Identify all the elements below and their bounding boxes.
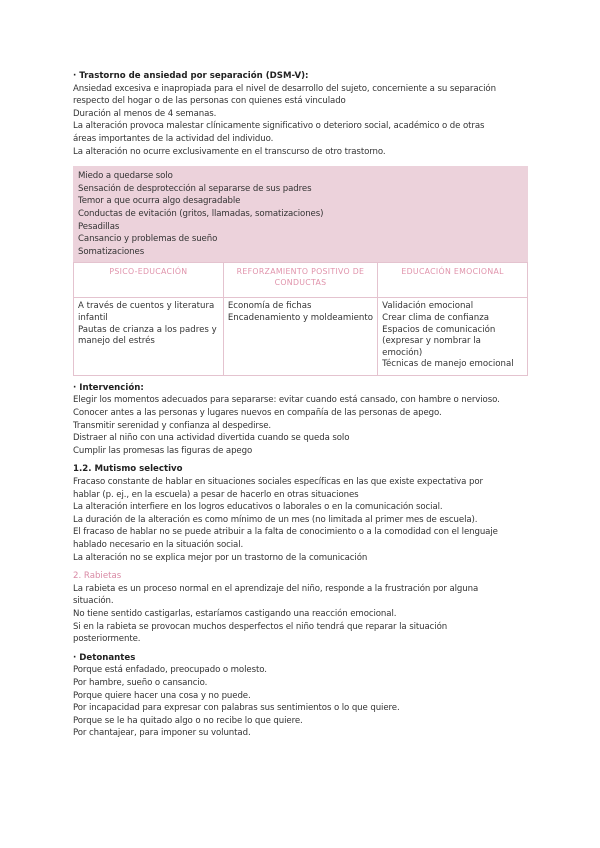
- intervention-table: [73, 262, 528, 376]
- paragraph-line: Porque se le ha quitado algo o no recibe lo que quiere.: [73, 715, 303, 726]
- section-heading-detonantes: · Detonantes: [73, 652, 136, 663]
- symptom-item: Miedo a quedarse solo: [78, 171, 173, 182]
- paragraph-line: La alteración no ocurre exclusivamente en el transcurso de otro trastorno.: [73, 146, 386, 157]
- paragraph-line: La duración de la alteración es como mínimo de un mes (no limitada al primer mes de escuela).: [73, 514, 478, 525]
- paragraph-line: Por hambre, sueño o cansancio.: [73, 677, 208, 688]
- paragraph-line: Porque está enfadado, preocupado o molesto.: [73, 665, 267, 676]
- document-page: [73, 70, 528, 740]
- paragraph-line: Duración al menos de 4 semanas.: [73, 108, 217, 119]
- paragraph-line: Si en la rabieta se provocan muchos desperfectos el niño tendrá que reparar la situación: [73, 621, 448, 632]
- section-heading-rabietas: 2. Rabietas: [73, 571, 122, 582]
- paragraph-line: Transmitir serenidad y confianza al despedirse.: [73, 420, 272, 431]
- paragraph-line: Distraer al niño con una actividad divertida cuando se queda solo: [73, 433, 350, 444]
- section-heading-intervencion: · Intervención:: [73, 382, 144, 393]
- paragraph-line: La alteración provoca malestar clínicamente significativo o deterioro social, académico o de otras: [73, 121, 485, 132]
- paragraph-line: Ansiedad excesiva e inapropiada para el nivel de desarrollo del sujeto, concerniente a su separación: [73, 83, 496, 94]
- paragraph-line: Por chantajear, para imponer su voluntad.: [73, 728, 251, 739]
- paragraph-line: No tiene sentido castigarlas, estaríamos castigando una reacción emocional.: [73, 608, 397, 619]
- paragraph-line: hablar (p. ej., en la escuela) a pesar de hacerlo en otras situaciones: [73, 489, 359, 500]
- symptom-item: Cansancio y problemas de sueño: [78, 234, 218, 245]
- symptom-item: Sensación de desprotección al separarse de sus padres: [78, 183, 312, 194]
- paragraph-line: La alteración no se explica mejor por un trastorno de la comunicación: [73, 552, 368, 563]
- symptom-item: Conductas de evitación (gritos, llamadas, somatizaciones): [78, 208, 324, 219]
- paragraph-line: posteriormente.: [73, 634, 141, 645]
- section-heading-mutismo: 1.2. Mutismo selectivo: [73, 464, 183, 475]
- paragraph-line: La rabieta es un proceso normal en el aprendizaje del niño, responde a la frustración por alguna: [73, 583, 479, 594]
- table-cell-psicoeducacion: A través de cuentos y literatura infantil Pautas de crianza a los padres y manejo del estrés: [74, 298, 224, 376]
- section-heading-separation-anxiety: · Trastorno de ansiedad por separación (DSM-V):: [73, 71, 309, 81]
- paragraph-line: Fracaso constante de hablar en situaciones sociales específicas en las que existe expectativa por: [73, 477, 483, 488]
- table-header-reforzamiento: REFORZAMIENTO POSITIVO DE CONDUCTAS: [223, 263, 377, 298]
- paragraph-line: respecto del hogar o de las personas con quienes está vinculado: [73, 96, 346, 107]
- paragraph-line: El fracaso de hablar no se puede atribuir a la falta de conocimiento o a la comodidad con el lenguaje: [73, 527, 498, 538]
- paragraph-line: áreas importantes de la actividad del individuo.: [73, 133, 274, 144]
- table-cell-reforzamiento: Economía de fichas Encadenamiento y moldeamiento: [223, 298, 377, 376]
- paragraph-line: La alteración interfiere en los logros educativos o laborales o en la comunicación social.: [73, 502, 443, 513]
- table-header-educacion-emocional: EDUCACIÓN EMOCIONAL: [378, 263, 528, 298]
- paragraph-line: Porque quiere hacer una cosa y no puede.: [73, 690, 251, 701]
- table-header-psicoeducacion: PSICO-EDUCACIÓN: [74, 263, 224, 298]
- paragraph-line: Elegir los momentos adecuados para separarse: evitar cuando está cansado, con hambre o nervioso.: [73, 395, 500, 406]
- paragraph-line: Conocer antes a las personas y lugares nuevos en compañía de las personas de apego.: [73, 408, 442, 419]
- paragraph-line: hablado necesario en la situación social.: [73, 540, 244, 550]
- symptom-item: Temor a que ocurra algo desagradable: [78, 196, 241, 207]
- table-cell-educacion-emocional: Validación emocional Crear clima de confianza Espacios de comunicación (expresar y nombrar la emoción) Técnicas de manejo emocional: [378, 298, 528, 376]
- symptom-item: Pesadillas: [78, 221, 120, 232]
- symptoms-box: [73, 166, 528, 262]
- symptom-item: Somatizaciones: [78, 246, 145, 257]
- paragraph-line: situación.: [73, 596, 114, 607]
- paragraph-line: Cumplir las promesas las figuras de apego: [73, 445, 253, 456]
- paragraph-line: Por incapacidad para expresar con palabras sus sentimientos o lo que quiere.: [73, 703, 400, 714]
